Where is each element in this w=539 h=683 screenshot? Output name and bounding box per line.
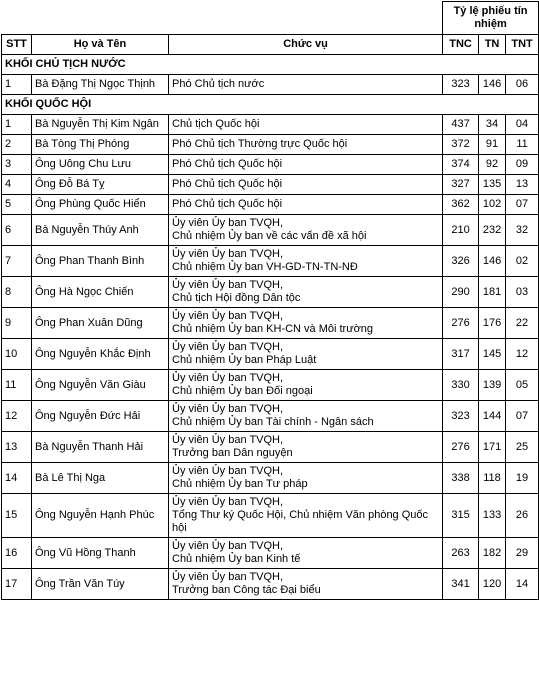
row-tnc: 327 [443, 175, 479, 195]
position-line: Chủ nhiệm Ủy ban VH-GD-TN-TN-NĐ [172, 261, 358, 273]
header-tnc: TNC [443, 35, 479, 55]
row-tnt: 29 [506, 538, 539, 569]
row-tnt: 11 [506, 135, 539, 155]
table-row [2, 308, 539, 339]
header-ratio: Tỷ lệ phiếu tín nhiệm [443, 2, 539, 35]
row-name: Ông Nguyễn Hạnh Phúc [32, 494, 169, 538]
row-position [169, 494, 443, 538]
position-line: Ủy viên Ủy ban TVQH, [172, 372, 284, 384]
table-row [2, 135, 539, 155]
row-tnt: 06 [506, 75, 539, 95]
row-stt: 3 [2, 155, 32, 175]
row-name: Bà Nguyễn Thị Kim Ngân [32, 115, 169, 135]
row-position [169, 432, 443, 463]
row-position [169, 463, 443, 494]
table-row [2, 277, 539, 308]
row-tn: 91 [479, 135, 506, 155]
position-line: Phó Chủ tịch nước [172, 78, 265, 90]
row-tnt: 25 [506, 432, 539, 463]
header-tn: TN [479, 35, 506, 55]
row-tn: 92 [479, 155, 506, 175]
row-stt: 9 [2, 308, 32, 339]
position-line: Trưởng ban Dân nguyện [172, 447, 293, 459]
section-title: KHỐI QUỐC HỘI [2, 95, 539, 115]
row-position [169, 215, 443, 246]
row-tnc: 372 [443, 135, 479, 155]
row-name: Ông Uông Chu Lưu [32, 155, 169, 175]
row-tnt: 32 [506, 215, 539, 246]
table-row [2, 538, 539, 569]
row-name: Ông Nguyễn Văn Giàu [32, 370, 169, 401]
position-line: Chủ nhiệm Ủy ban Tài chính - Ngân sách [172, 416, 374, 428]
row-tn: 146 [479, 75, 506, 95]
row-name: Ông Phùng Quốc Hiển [32, 195, 169, 215]
row-tnc: 323 [443, 401, 479, 432]
row-stt: 16 [2, 538, 32, 569]
table-row [2, 463, 539, 494]
row-tn: 232 [479, 215, 506, 246]
row-stt: 15 [2, 494, 32, 538]
row-tnt: 12 [506, 339, 539, 370]
table-row [2, 494, 539, 538]
position-line: Ủy viên Ủy ban TVQH, [172, 540, 284, 552]
row-name: Bà Đặng Thị Ngọc Thịnh [32, 75, 169, 95]
row-tn: 144 [479, 401, 506, 432]
header-row-top [2, 2, 539, 35]
row-tnt: 22 [506, 308, 539, 339]
row-tn: 118 [479, 463, 506, 494]
header-row-columns [2, 35, 539, 55]
header-name: Họ và Tên [32, 35, 169, 55]
position-line: Ủy viên Ủy ban TVQH, [172, 571, 284, 583]
position-line: Phó Chủ tịch Quốc hội [172, 198, 283, 210]
row-position [169, 135, 443, 155]
position-line: Ủy viên Ủy ban TVQH, [172, 403, 284, 415]
row-tnc: 276 [443, 432, 479, 463]
row-tnt: 26 [506, 494, 539, 538]
row-name: Ông Nguyễn Khắc Định [32, 339, 169, 370]
row-tnc: 263 [443, 538, 479, 569]
table-row [2, 569, 539, 600]
row-tnt: 05 [506, 370, 539, 401]
row-tnc: 276 [443, 308, 479, 339]
row-tnt: 04 [506, 115, 539, 135]
position-line: Ủy viên Ủy ban TVQH, [172, 310, 284, 322]
row-tnc: 315 [443, 494, 479, 538]
row-tnt: 02 [506, 246, 539, 277]
row-tn: 34 [479, 115, 506, 135]
table-row [2, 370, 539, 401]
row-stt: 2 [2, 135, 32, 155]
position-line: Phó Chủ tịch Quốc hội [172, 178, 283, 190]
position-line: Ủy viên Ủy ban TVQH, [172, 279, 284, 291]
row-tnt: 09 [506, 155, 539, 175]
section-row [2, 55, 539, 75]
row-stt: 12 [2, 401, 32, 432]
row-tnc: 437 [443, 115, 479, 135]
row-position [169, 246, 443, 277]
row-stt: 5 [2, 195, 32, 215]
row-position [169, 175, 443, 195]
row-stt: 11 [2, 370, 32, 401]
table-row [2, 432, 539, 463]
row-tnc: 290 [443, 277, 479, 308]
header-blank [2, 2, 443, 35]
row-stt: 10 [2, 339, 32, 370]
row-name: Ông Phan Thanh Bình [32, 246, 169, 277]
row-name: Ông Phan Xuân Dũng [32, 308, 169, 339]
row-stt: 13 [2, 432, 32, 463]
row-tnc: 362 [443, 195, 479, 215]
row-tn: 181 [479, 277, 506, 308]
row-position [169, 569, 443, 600]
row-position [169, 339, 443, 370]
position-line: Chủ nhiệm Ủy ban Kinh tế [172, 553, 301, 565]
position-line: Ủy viên Ủy ban TVQH, [172, 434, 284, 446]
table-row [2, 401, 539, 432]
position-line: Ủy viên Ủy ban TVQH, [172, 217, 284, 229]
position-line: Chủ nhiệm Ủy ban về các vấn đề xã hội [172, 230, 367, 242]
position-line: Chủ tịch Hội đồng Dân tộc [172, 292, 301, 304]
table-row [2, 246, 539, 277]
row-name: Ông Đỗ Bá Tỵ [32, 175, 169, 195]
row-stt: 4 [2, 175, 32, 195]
row-tnc: 317 [443, 339, 479, 370]
row-name: Ông Nguyễn Đức Hải [32, 401, 169, 432]
row-name: Ông Trần Văn Túy [32, 569, 169, 600]
row-name: Bà Nguyễn Thúy Anh [32, 215, 169, 246]
position-line: Chủ tịch Quốc hội [172, 118, 260, 130]
row-stt: 1 [2, 115, 32, 135]
row-tn: 135 [479, 175, 506, 195]
row-tn: 145 [479, 339, 506, 370]
row-tnt: 13 [506, 175, 539, 195]
row-stt: 14 [2, 463, 32, 494]
row-tnc: 341 [443, 569, 479, 600]
row-position [169, 75, 443, 95]
table-row [2, 339, 539, 370]
table-row [2, 195, 539, 215]
row-tnt: 07 [506, 195, 539, 215]
row-tn: 102 [479, 195, 506, 215]
row-tnc: 326 [443, 246, 479, 277]
position-line: Chủ nhiệm Ủy ban Đối ngoại [172, 385, 313, 397]
row-position [169, 370, 443, 401]
row-tn: 133 [479, 494, 506, 538]
row-position [169, 195, 443, 215]
row-name: Bà Lê Thị Nga [32, 463, 169, 494]
row-tn: 120 [479, 569, 506, 600]
row-tn: 171 [479, 432, 506, 463]
row-name: Bà Nguyễn Thanh Hải [32, 432, 169, 463]
row-position [169, 115, 443, 135]
row-tnt: 03 [506, 277, 539, 308]
table-row [2, 75, 539, 95]
header-position: Chức vụ [169, 35, 443, 55]
position-line: Trưởng ban Công tác Đại biểu [172, 584, 321, 596]
row-stt: 6 [2, 215, 32, 246]
position-line: Ủy viên Ủy ban TVQH, [172, 465, 284, 477]
row-position [169, 155, 443, 175]
position-line: hội [172, 522, 187, 534]
position-line: Phó Chủ tịch Thường trực Quốc hội [172, 138, 348, 150]
row-position [169, 538, 443, 569]
section-title: KHỐI CHỦ TỊCH NƯỚC [2, 55, 539, 75]
vote-results-table [1, 1, 539, 600]
row-tnc: 323 [443, 75, 479, 95]
row-tnt: 14 [506, 569, 539, 600]
table-row [2, 115, 539, 135]
table-body [2, 55, 539, 600]
header-stt: STT [2, 35, 32, 55]
row-tnc: 338 [443, 463, 479, 494]
row-stt: 8 [2, 277, 32, 308]
row-tn: 139 [479, 370, 506, 401]
row-tn: 176 [479, 308, 506, 339]
row-tnc: 374 [443, 155, 479, 175]
row-stt: 7 [2, 246, 32, 277]
row-tnc: 210 [443, 215, 479, 246]
table-row [2, 175, 539, 195]
row-name: Ông Vũ Hồng Thanh [32, 538, 169, 569]
position-line: Phó Chủ tịch Quốc hội [172, 158, 283, 170]
position-line: Chủ nhiệm Ủy ban Pháp Luật [172, 354, 317, 366]
position-line: Ủy viên Ủy ban TVQH, [172, 341, 284, 353]
row-stt: 17 [2, 569, 32, 600]
row-tn: 182 [479, 538, 506, 569]
position-line: Ủy viên Ủy ban TVQH, [172, 248, 284, 260]
section-row [2, 95, 539, 115]
table-row [2, 215, 539, 246]
row-tnt: 19 [506, 463, 539, 494]
row-position [169, 277, 443, 308]
row-position [169, 401, 443, 432]
position-line: Chủ nhiệm Ủy ban Tư pháp [172, 478, 308, 490]
row-tn: 146 [479, 246, 506, 277]
header-tnt: TNT [506, 35, 539, 55]
row-stt: 1 [2, 75, 32, 95]
position-line: Tổng Thư ký Quốc Hội, Chủ nhiệm Văn phòng Quốc [172, 509, 429, 521]
row-position [169, 308, 443, 339]
table-row [2, 155, 539, 175]
position-line: Chủ nhiệm Ủy ban KH-CN và Môi trường [172, 323, 374, 335]
row-name: Ông Hà Ngọc Chiến [32, 277, 169, 308]
row-name: Bà Tòng Thị Phóng [32, 135, 169, 155]
row-tnt: 07 [506, 401, 539, 432]
row-tnc: 330 [443, 370, 479, 401]
position-line: Ủy viên Ủy ban TVQH, [172, 496, 284, 508]
